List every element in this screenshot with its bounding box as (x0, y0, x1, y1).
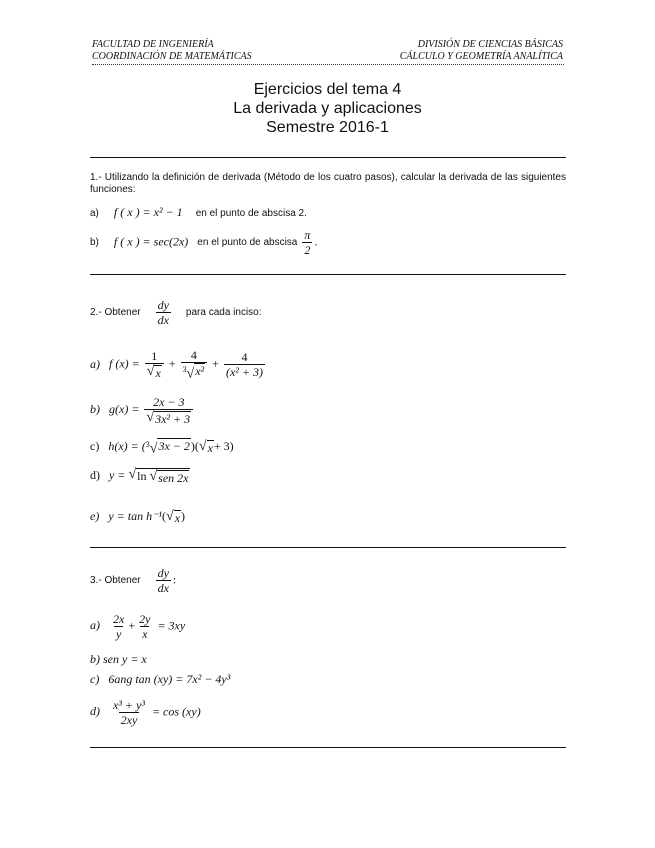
q3-a-n2: 2y (139, 612, 151, 626)
q3-intro: 3.- Obtener (90, 575, 141, 587)
q2-a-lhs: f (x) = (109, 356, 140, 371)
q1-b-expression: f ( x ) = sec(2x) (113, 234, 189, 249)
q2-b-label: b) (90, 402, 100, 417)
q2-item-b (90, 395, 195, 426)
q3-a-frac2 (137, 612, 152, 641)
q1-a-expression: f ( x ) = x² − 1 (113, 205, 183, 219)
q1-b-denominator: 2 (304, 243, 311, 257)
header-right (400, 39, 563, 63)
section-divider-top (90, 157, 566, 158)
q3-item-b: b) sen y = x (90, 652, 147, 666)
q2-item-e: e) y = tan h⁻¹( √ x ) (90, 508, 186, 525)
q3-a-n1: 2x (113, 612, 125, 626)
header-divider (92, 64, 564, 65)
q2-intro-row (90, 298, 262, 327)
q2-item-a: a) f (x) = 1 √ x + 4 $^3$√ x² + $\frac{4}{\text{(x² + 3)}}$ (90, 348, 263, 382)
title-line3: Semestre 2016-1 (266, 119, 389, 136)
q2-a-n1: 1 (151, 349, 158, 364)
q2-b-frac: 2x − 3 √ 3x² + 3 (144, 395, 193, 426)
q2-e-lhs: y = tan h⁻¹ (108, 509, 163, 523)
q2-a-label: a) (90, 356, 100, 371)
header-faculty: FACULTAD DE INGENIERÍA (92, 39, 214, 50)
q3-intro-row (90, 566, 176, 595)
q1-a-text: en el punto de abscisa 2. (195, 208, 307, 219)
q3-item-c (90, 672, 230, 686)
q2-d-inner: sen 2x (158, 470, 189, 485)
q1-b-numerator: π (304, 228, 311, 242)
q2-b-lhs: g(x) = (109, 402, 140, 417)
q3-d-num: x³ + y³ (113, 698, 145, 712)
q1-item-a (90, 205, 307, 221)
q2-suffix: para cada inciso: (185, 307, 262, 319)
header-division: DIVISIÓN DE CIENCIAS BÁSICAS (417, 39, 563, 50)
title-line1: Ejercicios del tema 4 (253, 81, 402, 98)
q3-d-rhs: = cos (xy) (151, 704, 201, 719)
q2-intro: 2.- Obtener (90, 307, 141, 319)
q3-d-frac (111, 698, 147, 727)
q2-a-n2: 4 (190, 348, 197, 362)
q3-a-d2: x (142, 627, 148, 641)
q2-item-c: c) h(x) = ( $^3$√ 3x − 2 )( √ x + 3) (90, 438, 234, 457)
q2-c-expr3: + 3) (213, 439, 234, 454)
q3-item-a: a) $\frac{2x}{y}$ + $\frac{2y}{x}$ = 3xy (90, 612, 186, 641)
section-divider-1 (90, 274, 566, 275)
page-title (0, 80, 655, 137)
header-coordination: COORDINACIÓN DE MATEMÁTICAS (92, 51, 252, 62)
q1-item-b (90, 228, 317, 257)
q1-b-label: b) (90, 237, 99, 249)
q2-dx: dx (157, 313, 169, 327)
q2-b-num: 2x − 3 (153, 395, 185, 409)
q3-c-expr: 6ang tan (xy) = 7x² − 4y³ (108, 672, 231, 686)
q2-a-frac2: 4 $^3$√ x² (181, 348, 208, 382)
q2-d-label: d) (90, 468, 100, 483)
q2-d-ln: ln (137, 469, 147, 483)
q3-a-label: a) (90, 618, 100, 633)
q2-a-n3: 4 (241, 350, 248, 365)
q3-dy: dy (157, 566, 169, 580)
q1-b-fraction (302, 228, 312, 257)
q2-e-label: e) (90, 509, 100, 523)
q2-a-d3: (x² + 3) (225, 365, 263, 380)
q3-d-label: d) (90, 704, 100, 719)
q2-c-expr1: h(x) = ( (108, 439, 146, 454)
q2-d-lhs: y = (109, 468, 126, 483)
q3-suffix: : (172, 572, 177, 587)
title-line2: La derivada y aplicaciones (233, 100, 422, 117)
header-left (92, 39, 252, 63)
q2-a-frac3 (224, 350, 265, 379)
q2-c-expr2: )( (190, 439, 199, 454)
section-divider-2 (90, 547, 566, 548)
q2-c-label: c) (90, 439, 100, 454)
q3-item-d (90, 698, 201, 727)
q2-a-d2: x² (194, 363, 205, 382)
q3-c-label: c) (90, 672, 100, 686)
q2-dy: dy (157, 298, 169, 312)
q3-dx: dx (157, 581, 169, 595)
q1-b-text: en el punto de abscisa (197, 237, 298, 249)
q3-d-den: 2xy (120, 713, 138, 727)
q3-derivative-symbol (156, 566, 171, 595)
q1-b-period: . (314, 234, 318, 249)
q3-a-rhs: = 3xy (157, 618, 186, 633)
q2-item-d: d) y = √ ln √ sen 2x (90, 467, 189, 485)
q2-c-rad2: x (207, 440, 213, 455)
q2-c-rad1: 3x − 2 (157, 438, 190, 457)
q1-a-label: a) (90, 208, 99, 219)
q2-a-frac1: 1 √ x (145, 349, 164, 380)
q1-intro: 1.- Utilizando la definición de derivada (Método de los cuatro pasos), calcular la derivada de las siguientes funciones: (90, 172, 566, 195)
q2-b-den: 3x² + 3 (155, 411, 191, 426)
header-course: CÁLCULO Y GEOMETRÍA ANALÍTICA (399, 51, 563, 62)
q2-derivative-symbol (156, 298, 171, 327)
section-divider-3 (90, 747, 566, 748)
q2-e-arg: x (174, 510, 181, 525)
q3-a-d1: y (116, 627, 122, 641)
q2-a-d1: x (155, 366, 161, 381)
q3-a-frac1 (111, 612, 126, 641)
